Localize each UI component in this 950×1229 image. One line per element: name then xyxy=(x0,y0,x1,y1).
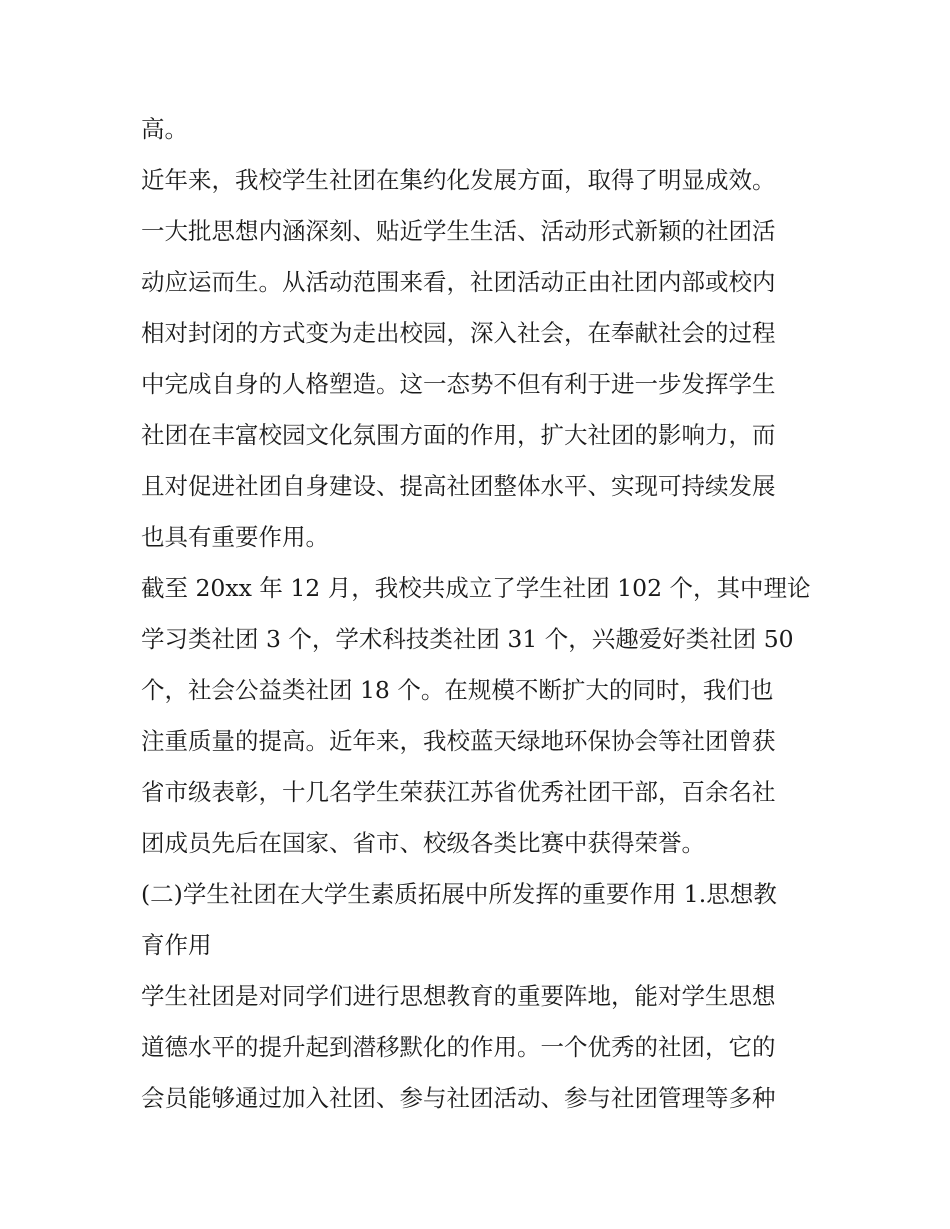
paragraph-development-results xyxy=(141,155,831,563)
text-line: 相对封闭的方式变为走出校园，深入社会，在奉献社会的过程 xyxy=(141,319,776,347)
text-line: 社团在丰富校园文化氛围方面的作用，扩大社团的影响力，而 xyxy=(141,421,776,449)
text-line: 中完成自身的人格塑造。这一态势不但有利于进一步发挥学生 xyxy=(141,370,776,398)
text-line: 截至 20xx 年 12 月，我校共成立了学生社团 102 个，其中理论 xyxy=(141,574,811,602)
text-line: 会员能够通过加入社团、参与社团活动、参与社团管理等多种 xyxy=(141,1084,776,1112)
text-line: (二)学生社团在大学生素质拓展中所发挥的重要作用 1.思想教 xyxy=(141,880,777,908)
text-line: 育作用 xyxy=(141,931,212,959)
section-heading xyxy=(141,869,831,971)
text-line: 个，社会公益类社团 18 个。在规模不断扩大的同时，我们也 xyxy=(141,676,774,704)
text-line: 动应运而生。从活动范围来看，社团活动正由社团内部或校内 xyxy=(141,268,776,296)
text-line: 近年来，我校学生社团在集约化发展方面，取得了明显成效。 xyxy=(141,166,776,194)
text-line: 也具有重要作用。 xyxy=(141,523,329,551)
text-line: 且对促进社团自身建设、提高社团整体水平、实现可持续发展 xyxy=(141,472,776,500)
text-line: 省市级表彰，十几名学生荣获江苏省优秀社团干部，百余名社 xyxy=(141,778,776,806)
text-line: 高。 xyxy=(141,115,188,143)
paragraph-continuation xyxy=(141,104,831,155)
text-line: 一大批思想内涵深刻、贴近学生生活、活动形式新颖的社团活 xyxy=(141,217,776,245)
text-line: 团成员先后在国家、省市、校级各类比赛中获得荣誉。 xyxy=(141,829,705,857)
paragraph-club-statistics xyxy=(141,563,831,869)
text-line: 学生社团是对同学们进行思想教育的重要阵地，能对学生思想 xyxy=(141,982,776,1010)
paragraph-ideological-education xyxy=(141,971,831,1124)
text-line: 注重质量的提高。近年来，我校蓝天绿地环保协会等社团曾获 xyxy=(141,727,776,755)
text-line: 学习类社团 3 个，学术科技类社团 31 个，兴趣爱好类社团 50 xyxy=(141,625,794,653)
body-text xyxy=(141,104,831,1124)
text-line: 道德水平的提升起到潜移默化的作用。一个优秀的社团，它的 xyxy=(141,1033,776,1061)
